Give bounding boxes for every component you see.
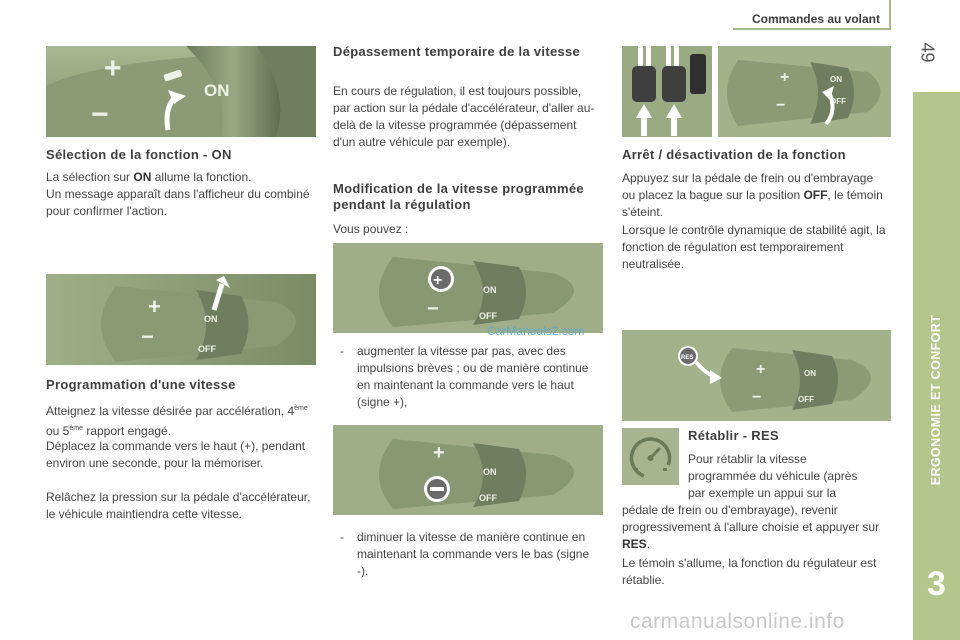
svg-text:−: − xyxy=(141,324,154,349)
figure-stalk-off xyxy=(718,46,891,137)
figure-pedals xyxy=(622,46,712,137)
para-you-can: Vous pouvez : xyxy=(333,222,409,236)
heading-modify-speed: Modification de la vitesse programmée pendant la régulation xyxy=(333,181,584,212)
chapter-number: 3 xyxy=(927,565,946,603)
list-item-decrease: diminuer la vitesse de manière continue en maintenant la commande vers le bas (signe -). xyxy=(357,530,590,578)
heading-select-on: Sélection de la fonction - ON xyxy=(46,147,232,162)
svg-text:+: + xyxy=(756,361,766,378)
fig3-on-label: ON xyxy=(483,285,497,295)
footer-watermark: carmanualsonline.info xyxy=(630,610,845,633)
watermark: CarManuals2.com xyxy=(487,324,585,338)
para-stop-1: Appuyez sur la pédale de frein ou d'embrayage ou placez la bague sur la position OFF, le témoin s'éteint. xyxy=(622,171,883,219)
heading-temporary-overspeed: Dépassement temporaire de la vitesse xyxy=(333,44,581,59)
svg-text:+: + xyxy=(433,442,445,464)
para-res-1b: pédale de frein ou d'embrayage), revenir progressivement à l'allure choisie et appuyer sur RES. xyxy=(622,503,880,551)
para-select-on: La sélection sur ON allume la fonction. Un message apparaît dans l'afficheur du combiné pour confirmer l'action. xyxy=(46,170,310,218)
fig2-off-label: OFF xyxy=(198,344,216,354)
list-item-increase: augmenter la vitesse par pas, avec des impulsions brèves ; ou de manière continue en maintenant la commande vers le haut (signe +), xyxy=(357,344,589,409)
list-dash-1: - xyxy=(340,344,344,358)
heading-program-speed: Programmation d'une vitesse xyxy=(46,377,236,392)
page-number: 49 xyxy=(917,42,938,63)
fig6-res-label: RES xyxy=(681,355,694,361)
para-program-2: Déplacez la commande vers le haut (+), pendant environ une seconde, pour la mémoriser. xyxy=(46,439,306,470)
fig5-on-label: ON xyxy=(830,75,842,84)
figure-stalk-up xyxy=(46,274,316,365)
running-header: Commandes au volant xyxy=(751,12,880,26)
cruise-control-warning-icon xyxy=(622,428,679,485)
svg-text:+: + xyxy=(433,272,443,289)
figure-stalk-increase xyxy=(333,243,603,333)
svg-text:−: − xyxy=(91,98,109,131)
header-rule xyxy=(733,28,890,30)
svg-text:−: − xyxy=(427,298,439,320)
figure-stalk-decrease xyxy=(333,425,603,515)
fig1-on-label: ON xyxy=(204,81,230,100)
para-res-2: Le témoin s'allume, la fonction du régulateur est rétablie. xyxy=(622,556,877,587)
fig5-off-label: OFF xyxy=(830,97,846,106)
para-res-1a: Pour rétablir la vitesse programmée du véhicule (après par exemple un appui sur la xyxy=(688,452,858,500)
figure-stalk-on xyxy=(46,46,316,137)
para-program-1: Atteignez la vitesse désirée par accélération, 4ème ou 5ème rapport engagé. xyxy=(46,404,308,438)
fig4-on-label: ON xyxy=(483,467,497,477)
svg-text:+: + xyxy=(104,52,122,85)
figure-stalk-res xyxy=(622,330,891,421)
para-overspeed: En cours de régulation, il est toujours possible, par action sur la pédale d'accélérateur, d'aller au-delà de la vitesse programmée (dépassement d'un autre véhicule par exemple). xyxy=(333,84,595,149)
fig2-on-label: ON xyxy=(204,314,218,324)
svg-text:−: − xyxy=(752,389,762,406)
svg-text:+: + xyxy=(780,69,790,86)
fig6-on-label: ON xyxy=(804,369,816,378)
svg-text:+: + xyxy=(148,294,161,319)
list-dash-2: - xyxy=(340,530,344,544)
header-tick xyxy=(889,0,891,30)
fig3-off-label: OFF xyxy=(479,311,497,321)
fig4-off-label: OFF xyxy=(479,493,497,503)
fig6-off-label: OFF xyxy=(798,395,814,404)
para-stop-2: Lorsque le contrôle dynamique de stabilité agit, la fonction de régulation est temporairement neutralisée. xyxy=(622,223,886,271)
chapter-label: ERGONOMIE ET CONFORT xyxy=(929,314,943,486)
heading-res: Rétablir - RES xyxy=(688,428,779,443)
svg-text:−: − xyxy=(776,97,786,114)
para-program-3: Relâchez la pression sur la pédale d'accélérateur, le véhicule maintiendra cette vitesse. xyxy=(46,490,311,521)
heading-stop-function: Arrêt / désactivation de la fonction xyxy=(622,147,846,162)
